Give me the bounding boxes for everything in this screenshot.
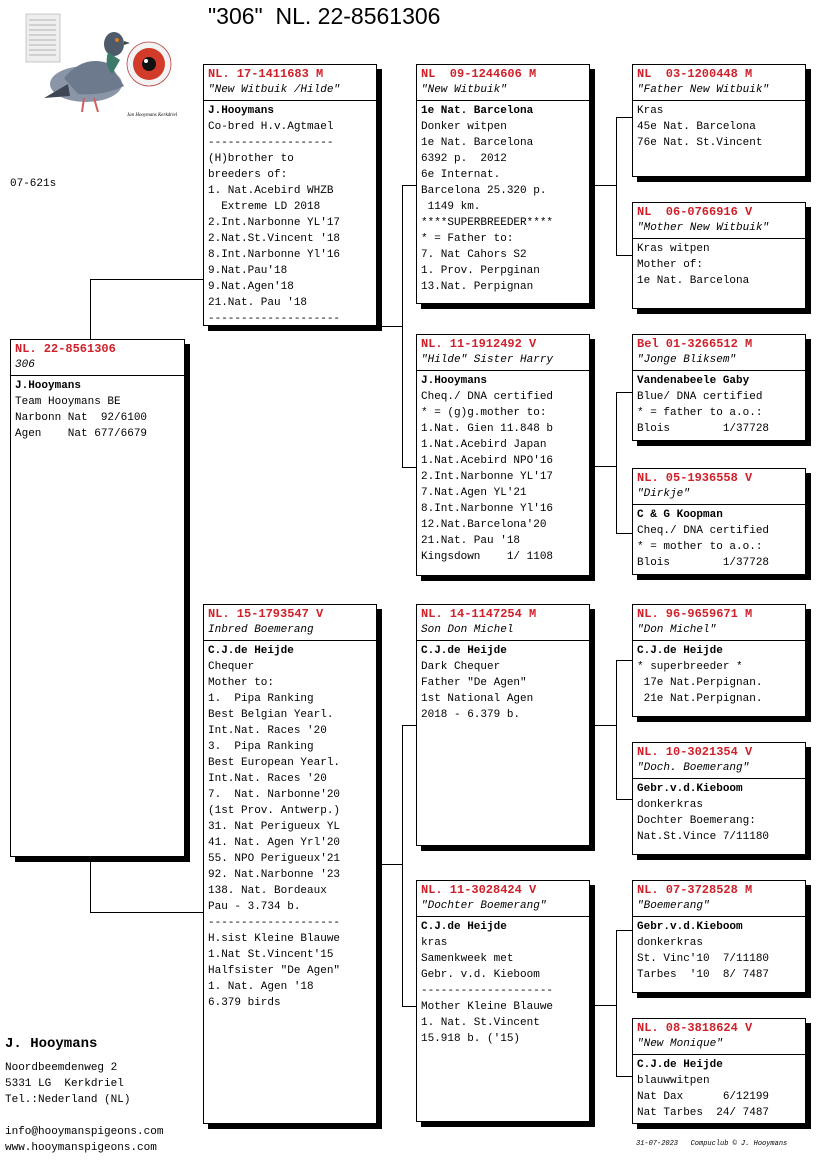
pedigree-code: 07-621s — [10, 178, 57, 190]
connector — [590, 725, 616, 726]
pigeon-card-sire-sire — [416, 64, 590, 304]
detail-line: J.Hooymans — [208, 105, 275, 117]
detail-line: 2.Nat.St.Vincent '18 — [208, 233, 341, 245]
owner-line: 5331 LG Kerkdriel — [5, 1078, 124, 1090]
detail-line: 41. Nat. Agen Yrl'20 — [208, 837, 341, 849]
detail-line: 6.379 birds — [208, 997, 281, 1009]
connector — [376, 326, 402, 327]
detail-line: Chequer — [208, 661, 255, 673]
owner-block — [5, 1036, 130, 1108]
detail-line: Gebr.v.d.Kieboom — [637, 921, 743, 933]
pigeon-card-ssd — [632, 202, 806, 309]
ring-number: NL. 96-9659671 M — [637, 607, 753, 621]
detail-line: C.J.de Heijde — [208, 645, 294, 657]
owner-line: Noordbeemdenweg 2 — [5, 1062, 118, 1074]
detail-line: Best Belgian Yearl. — [208, 709, 334, 721]
detail-line: 15.918 b. ('15) — [421, 1033, 521, 1045]
detail-line: 2.Int.Narbonne YL'17 — [421, 471, 554, 483]
detail-line: Father "De Agen" — [421, 677, 527, 689]
detail-line: Mother Kleine Blauwe — [421, 1001, 554, 1013]
detail-line: 138. Nat. Bordeaux — [208, 885, 327, 897]
ring-number: NL. 11-3028424 V — [421, 883, 537, 897]
detail-line: 1. Pipa Ranking — [208, 693, 314, 705]
detail-line: donkerkras — [637, 799, 704, 811]
detail-line: J.Hooymans — [15, 380, 82, 392]
detail-line: 1.Nat.Acebird Japan — [421, 439, 547, 451]
pigeon-card-ddd — [632, 1018, 806, 1124]
pigeon-name: "Mother New Witbuik" — [633, 220, 805, 239]
detail-line: donkerkras — [637, 937, 704, 949]
detail-line: 1. Nat. Agen '18 — [208, 981, 314, 993]
detail-line: C.J.de Heijde — [421, 921, 507, 933]
pigeon-card-dam-dam — [416, 880, 590, 1122]
detail-line: Donker witpen — [421, 121, 507, 133]
detail-line: C & G Koopman — [637, 509, 723, 521]
pigeon-name: "Dochter Boemerang" — [417, 898, 589, 917]
connector — [90, 279, 205, 340]
detail-line: Nat Tarbes 24/ 7487 — [637, 1107, 770, 1119]
pigeon-card-sds — [632, 334, 806, 441]
detail-line: 7. Nat. Narbonne'20 — [208, 789, 341, 801]
connector — [590, 1005, 616, 1006]
detail-line: Barcelona 25.320 p. — [421, 185, 547, 197]
detail-line: kras — [421, 937, 448, 949]
pigeon-details — [633, 779, 805, 847]
detail-line: 12.Nat.Barcelona'20 — [421, 519, 547, 531]
detail-line: ------------------- — [208, 137, 334, 149]
detail-line: 8.Int.Narbonne Yl'16 — [208, 249, 341, 261]
detail-line: * superbreeder * — [637, 661, 743, 673]
detail-line: Blue/ DNA certified — [637, 391, 763, 403]
detail-line: Dark Chequer — [421, 661, 501, 673]
detail-line: Blois 1/37728 — [637, 557, 770, 569]
ring-number: NL. 17-1411683 M — [208, 67, 324, 81]
pigeon-name: "Boemerang" — [633, 898, 805, 917]
detail-line: Narbonn Nat 92/6100 — [15, 412, 148, 424]
pigeon-details — [633, 505, 805, 573]
detail-line: 1.Nat St.Vincent'15 — [208, 949, 334, 961]
detail-line: Halfsister "De Agen" — [208, 965, 341, 977]
detail-line: Mother to: — [208, 677, 275, 689]
detail-line: 6e Internat. — [421, 169, 501, 181]
detail-line: C.J.de Heijde — [637, 645, 723, 657]
logo-caption: Jan Hooymans Kerkdriel — [126, 113, 178, 118]
detail-line: breeders of: — [208, 169, 288, 181]
pigeon-logo — [24, 14, 178, 124]
detail-line: (H)brother to — [208, 153, 294, 165]
detail-line: 7. Nat Cahors S2 — [421, 249, 527, 261]
detail-line: J.Hooymans — [421, 375, 488, 387]
detail-line: St. Vinc'10 7/11180 — [637, 953, 770, 965]
pigeon-card-dam-sire — [416, 604, 590, 846]
detail-line: Tarbes '10 8/ 7487 — [637, 969, 770, 981]
detail-line: * = (g)g.mother to: — [421, 407, 547, 419]
detail-line: Agen Nat 677/6679 — [15, 428, 148, 440]
detail-line: 1st National Agen — [421, 693, 534, 705]
ring-number: NL. 10-3021354 V — [637, 745, 753, 759]
ring-number: NL. 22-8561306 — [15, 342, 116, 356]
detail-line: Samenkweek met — [421, 953, 514, 965]
detail-line: Blois 1/37728 — [637, 423, 770, 435]
pigeon-card-sire — [203, 64, 377, 326]
ring-number: NL. 11-1912492 V — [421, 337, 537, 351]
pigeon-card-dsd — [632, 742, 806, 855]
detail-line: Kras witpen — [637, 243, 710, 255]
detail-line: Team Hooymans BE — [15, 396, 121, 408]
detail-line: 1e Nat. Barcelona — [637, 275, 750, 287]
pigeon-card-subject — [10, 339, 185, 857]
detail-line: 6392 p. 2012 — [421, 153, 507, 165]
pigeon-card-sdd — [632, 468, 806, 575]
ring-number: NL. 14-1147254 M — [421, 607, 537, 621]
pigeon-name: "Hilde" Sister Harry — [417, 352, 589, 371]
detail-line: -------------------- — [208, 917, 341, 929]
detail-line: Int.Nat. Races '20 — [208, 725, 327, 737]
pigeon-details — [633, 641, 805, 709]
detail-line: Nat Dax 6/12199 — [637, 1091, 770, 1103]
pigeon-card-dam — [203, 604, 377, 1124]
pigeon-details — [633, 239, 805, 291]
pigeon-details — [417, 641, 589, 725]
detail-line: 8.Int.Narbonne Yl'16 — [421, 503, 554, 515]
detail-line: Vandenabeele Gaby — [637, 375, 750, 387]
detail-line: 2018 - 6.379 b. — [421, 709, 521, 721]
pigeon-name: "Doch. Boemerang" — [633, 760, 805, 779]
pigeon-name: Inbred Boemerang — [204, 622, 376, 641]
pigeon-name: "New Monique" — [633, 1036, 805, 1055]
detail-line: 1e Nat. Barcelona — [421, 105, 534, 117]
detail-line: 1. Prov. Perpginan — [421, 265, 540, 277]
detail-line: * = mother to a.o.: — [637, 541, 763, 553]
pigeon-name: "Don Michel" — [633, 622, 805, 641]
detail-line: Best European Yearl. — [208, 757, 341, 769]
ring-number: NL. 08-3818624 V — [637, 1021, 753, 1035]
connector — [376, 864, 402, 865]
detail-line: Pau - 3.734 b. — [208, 901, 301, 913]
detail-line: 1. Nat. St.Vincent — [421, 1017, 540, 1029]
detail-line: 55. NPO Perigueux'21 — [208, 853, 341, 865]
pigeon-card-sire-dam — [416, 334, 590, 576]
owner-name: J. Hooymans — [5, 1036, 98, 1052]
detail-line: 1149 km. — [421, 201, 481, 213]
ring-number: NL. 15-1793547 V — [208, 607, 324, 621]
detail-line: 1.Nat.Acebird NPO'16 — [421, 455, 554, 467]
detail-line: 1e Nat. Barcelona — [421, 137, 534, 149]
ring-number: NL. 05-1936558 V — [637, 471, 753, 485]
detail-line: 92. Nat.Narbonne '23 — [208, 869, 341, 881]
connector — [590, 466, 616, 467]
detail-line: Mother of: — [637, 259, 704, 271]
ring-number: NL 09-1244606 M — [421, 67, 537, 81]
pigeon-details — [417, 371, 589, 567]
pigeon-details — [204, 101, 376, 329]
ring-number: NL 06-0766916 V — [637, 205, 753, 219]
pigeon-card-sss — [632, 64, 806, 177]
pigeon-name: "New Witbuik /Hilde" — [204, 82, 376, 101]
pigeon-name: "Father New Witbuik" — [633, 82, 805, 101]
ring-number: NL. 07-3728528 M — [637, 883, 753, 897]
detail-line: 17e Nat.Perpignan. — [637, 677, 763, 689]
detail-line: Int.Nat. Races '20 — [208, 773, 327, 785]
detail-line: Cheq./ DNA certified — [421, 391, 554, 403]
detail-line: 21.Nat. Pau '18 — [421, 535, 521, 547]
connector — [590, 185, 616, 186]
detail-line: Gebr.v.d.Kieboom — [637, 783, 743, 795]
detail-line: (1st Prov. Antwerp.) — [208, 805, 341, 817]
detail-line: 45e Nat. Barcelona — [637, 121, 756, 133]
pigeon-details — [633, 371, 805, 439]
detail-line: Dochter Boemerang: — [637, 815, 756, 827]
detail-line: ****SUPERBREEDER**** — [421, 217, 554, 229]
ring-number: NL 03-1200448 M — [637, 67, 753, 81]
detail-line: blauwwitpen — [637, 1075, 710, 1087]
website-link[interactable]: www.hooymanspigeons.com — [5, 1142, 157, 1154]
owner-line: Tel.:Nederland (NL) — [5, 1094, 131, 1106]
page-title: "306" NL. 22-8561306 — [208, 3, 441, 29]
detail-line: Cheq./ DNA certified — [637, 525, 770, 537]
detail-line: C.J.de Heijde — [421, 645, 507, 657]
pigeon-name: 306 — [11, 357, 184, 376]
pigeon-details — [417, 101, 589, 297]
detail-line: * = Father to: — [421, 233, 514, 245]
detail-line: C.J.de Heijde — [637, 1059, 723, 1071]
ring-number: Bel 01-3266512 M — [637, 337, 753, 351]
detail-line: Nat.St.Vince 7/11180 — [637, 831, 770, 843]
detail-line: -------------------- — [208, 313, 341, 325]
detail-line: 3. Pipa Ranking — [208, 741, 314, 753]
pigeon-details — [11, 376, 184, 444]
email-link[interactable]: info@hooymanspigeons.com — [5, 1126, 164, 1138]
detail-line: * = father to a.o.: — [637, 407, 763, 419]
detail-line: H.sist Kleine Blauwe — [208, 933, 341, 945]
pigeon-name: "Jonge Bliksem" — [633, 352, 805, 371]
detail-line: -------------------- — [421, 985, 554, 997]
detail-line: Kras — [637, 105, 664, 117]
footer-note: 31-07-2023 Compuclub © J. Hooymans — [636, 1140, 788, 1148]
detail-line: Extreme LD 2018 — [208, 201, 321, 213]
detail-line: Gebr. v.d. Kieboom — [421, 969, 540, 981]
pigeon-details — [204, 641, 376, 1013]
pigeon-name: "Dirkje" — [633, 486, 805, 505]
pigeon-details — [633, 917, 805, 985]
detail-line: 9.Nat.Agen'18 — [208, 281, 294, 293]
detail-line: Kingsdown 1/ 1108 — [421, 551, 554, 563]
pigeon-card-dss — [632, 604, 806, 717]
detail-line: 31. Nat Perigueux YL — [208, 821, 341, 833]
detail-line: 13.Nat. Perpignan — [421, 281, 534, 293]
pigeon-details — [633, 101, 805, 153]
pigeon-name: "New Witbuik" — [417, 82, 589, 101]
pigeon-details — [633, 1055, 805, 1123]
detail-line: 1.Nat. Gien 11.848 b — [421, 423, 554, 435]
pigeon-card-dds — [632, 880, 806, 993]
pigeon-name: Son Don Michel — [417, 622, 589, 641]
contact-block — [5, 1124, 163, 1156]
connector — [90, 857, 205, 913]
detail-line: 1. Nat.Acebird WHZB — [208, 185, 334, 197]
detail-line: 7.Nat.Agen YL'21 — [421, 487, 527, 499]
detail-line: 21e Nat.Perpignan. — [637, 693, 763, 705]
detail-line: 21.Nat. Pau '18 — [208, 297, 308, 309]
detail-line: Co-bred H.v.Agtmael — [208, 121, 334, 133]
detail-line: 2.Int.Narbonne YL'17 — [208, 217, 341, 229]
detail-line: 76e Nat. St.Vincent — [637, 137, 763, 149]
pigeon-details — [417, 917, 589, 1049]
detail-line: 9.Nat.Pau'18 — [208, 265, 288, 277]
